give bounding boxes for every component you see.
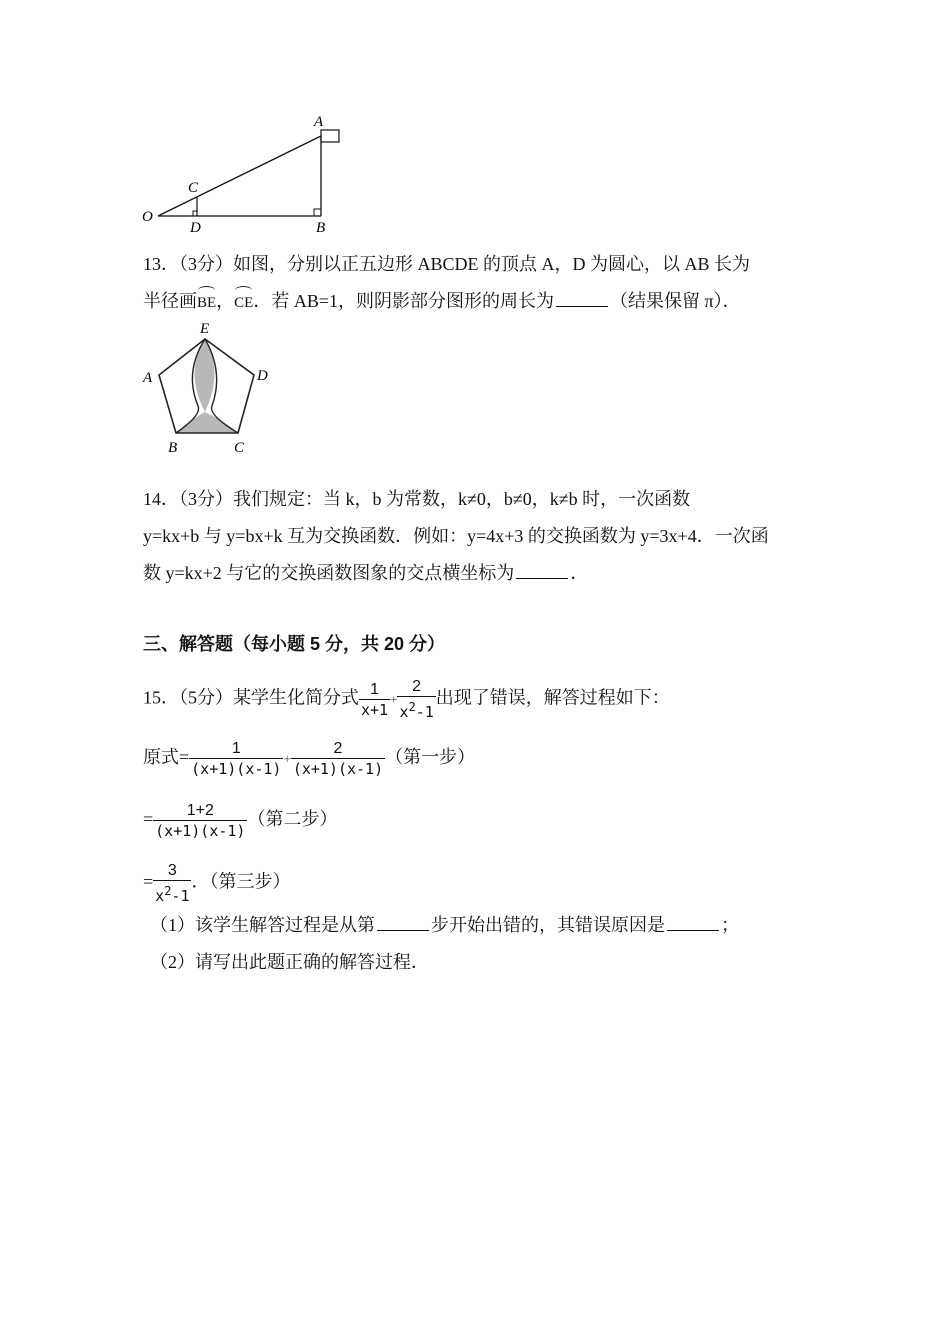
label-o: O	[142, 209, 153, 225]
answer-blank[interactable]	[667, 914, 719, 931]
label-d: D	[257, 368, 268, 384]
fraction: $\frac{2}{x^2-1}$	[399, 678, 434, 721]
arc-ce: CE	[234, 291, 253, 315]
q13-line1: 13．（3分）如图，分别以正五边形 ABCDE 的顶点 A，D 为圆心，以 AB 长为	[143, 254, 751, 274]
label-b: B	[316, 220, 326, 236]
q15-step3: = $\frac{3}{x^2-1}$ ．（第三步）	[143, 862, 291, 905]
label-c: C	[234, 440, 245, 456]
fraction: $\frac{2}{(x+1)(x-1)}$	[292, 740, 384, 778]
label-c: C	[188, 180, 199, 196]
pentagon-figure	[138, 318, 288, 463]
arc-be: BE	[197, 291, 216, 315]
q15-step2: = $\frac{1+2}{(x+1)(x-1)}$ （第二步）	[143, 802, 338, 840]
section-heading: 三、解答题（每小题 5 分，共 20 分）	[143, 634, 446, 654]
answer-blank[interactable]	[556, 290, 608, 307]
fraction: $\frac{1}{(x+1)(x-1)}$	[191, 740, 282, 778]
q14-line1: 14．（3分）我们规定：当 k，b 为常数，k≠0，b≠0，k≠b 时，一次函数	[143, 489, 691, 509]
label-b: B	[168, 440, 178, 456]
label-d: D	[190, 220, 201, 236]
fraction: $\frac{3}{x^2-1}$	[155, 862, 190, 905]
q14-line2: y=kx+b 与 y=bx+k 互为交换函数．例如：y=4x+3 的交换函数为 y=3x+4．一次函	[143, 526, 769, 546]
label-a: A	[143, 370, 153, 386]
fraction: $\frac{1}{x+1}$	[361, 680, 389, 719]
label-a: A	[314, 114, 324, 130]
q14-line3: 数 y=kx+2 与它的交换函数图象的交点横坐标为 ．	[143, 563, 589, 583]
fraction: $\frac{1+2}{(x+1)(x-1)}$	[155, 802, 246, 840]
q15-sub2: （2）请写出此题正确的解答过程．	[150, 952, 429, 972]
q13-line2: 半径画BE，CE．若 AB=1，则阴影部分图形的周长为 （结果保留 π）．	[143, 289, 741, 315]
q15-step1: 原式= $\frac{1}{(x+1)(x-1)}$ + $\frac{2}{(x+1)(x-1)}$ （第一步）	[143, 740, 476, 778]
answer-blank[interactable]	[516, 562, 568, 579]
q15-sub1: （1）该学生解答过程是从第 步开始出错的，其错误原因是 ；	[150, 915, 739, 935]
label-e: E	[200, 321, 210, 337]
answer-blank[interactable]	[377, 914, 429, 931]
q15-intro: 15．（5分）某学生化简分式 $\frac{1}{x+1}$ + $\frac{2}{x^2-1}$ 出现了错误，解答过程如下：	[143, 678, 670, 721]
triangle-figure	[138, 108, 358, 238]
